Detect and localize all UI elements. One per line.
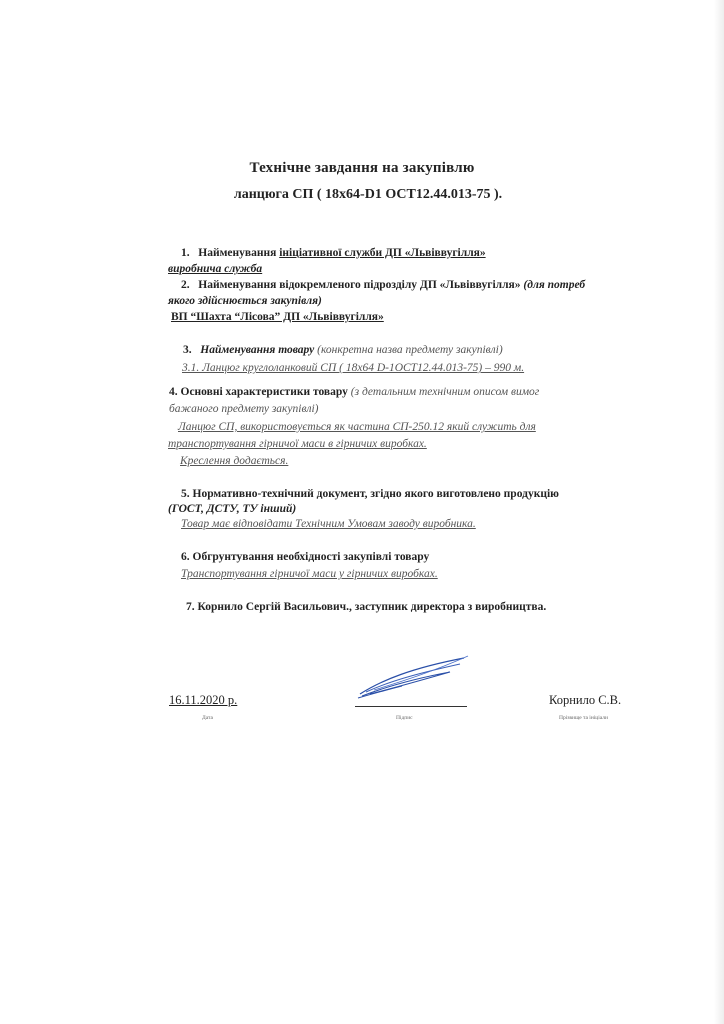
section-2-hint-b: якого здійснюється закупівля) — [168, 295, 322, 307]
section-2-heading — [181, 279, 585, 291]
footer-date: 16.11.2020 р. — [169, 693, 238, 707]
section-6-heading: 6. Обгрунтування необхідності закупівлі товару — [181, 551, 430, 563]
section-3-answer: 3.1. Ланцюг круглоланковий СП ( 18х64 D-1ОСТ12.44.013-75) – 990 м. — [182, 362, 525, 374]
section-2-number: 2. — [181, 279, 190, 291]
footer-signature-caption: Підпис — [396, 715, 413, 721]
section-5-answer: Товар має відповідати Технічним Умовам заводу виробника. — [181, 518, 476, 530]
section-2-answer: ВП “Шахта “Лісова” ДП «Львіввугілля» — [171, 311, 384, 323]
section-5-heading: 5. Нормативно-технічний документ, згідно якого виготовлено продукцію — [181, 488, 559, 500]
section-3-heading — [183, 344, 503, 356]
section-4-answer-c: Креслення додається. — [180, 455, 289, 467]
section-4-hint-b: бажаного предмету закупівлі) — [169, 403, 319, 415]
section-2-label: Найменування — [198, 279, 277, 291]
section-1-value: ініціативної служби ДП «Львіввугілля» — [279, 247, 486, 259]
section-3-label: Найменування товару — [200, 344, 315, 356]
section-1-label: Найменування — [198, 247, 277, 259]
section-2-rest: відокремленого підрозділу ДП «Львіввугілля» — [276, 279, 521, 291]
section-1-heading — [181, 247, 486, 259]
section-3-hint: (конкретна назва предмету закупівлі) — [314, 344, 503, 356]
section-6-answer: Транспортування гірничої маси у гірничих виробках. — [181, 568, 438, 580]
footer-name: Корнило С.В. — [549, 693, 622, 707]
section-2-hint-a: (для потреб — [520, 279, 586, 291]
section-4-label: 4. Основні характеристики товару — [169, 386, 348, 398]
footer-name-caption: Прізвище та ініціали — [559, 715, 608, 721]
footer-date-caption: Дата — [202, 715, 213, 721]
document-title: Технічне завдання на закупівлю — [249, 160, 475, 176]
section-3-number: 3. — [183, 344, 192, 356]
signature-image — [352, 650, 472, 704]
scan-edge-shadow — [714, 0, 724, 1024]
section-1-answer: виробнича служба — [168, 263, 263, 275]
signature-line — [355, 706, 467, 707]
document-subtitle: ланцюга СП ( 18х64-D1 ОСТ12.44.013-75 ). — [233, 187, 503, 202]
section-4-answer-b: транспортування гірничої маси в гірничих виробках. — [168, 438, 427, 450]
section-4-answer-a: Ланцюг СП, використовується як частина СП-250.12 який служить для — [178, 421, 536, 433]
section-1-number: 1. — [181, 247, 190, 259]
section-4-heading — [169, 386, 539, 398]
section-5-subheading: (ГОСТ, ДСТУ, ТУ інший) — [168, 503, 297, 515]
section-7-responsible: 7. Корнило Сергій Васильович., заступник директора з виробництва. — [186, 601, 547, 613]
section-4-hint-a: (з детальним технічним описом вимог — [347, 386, 540, 398]
